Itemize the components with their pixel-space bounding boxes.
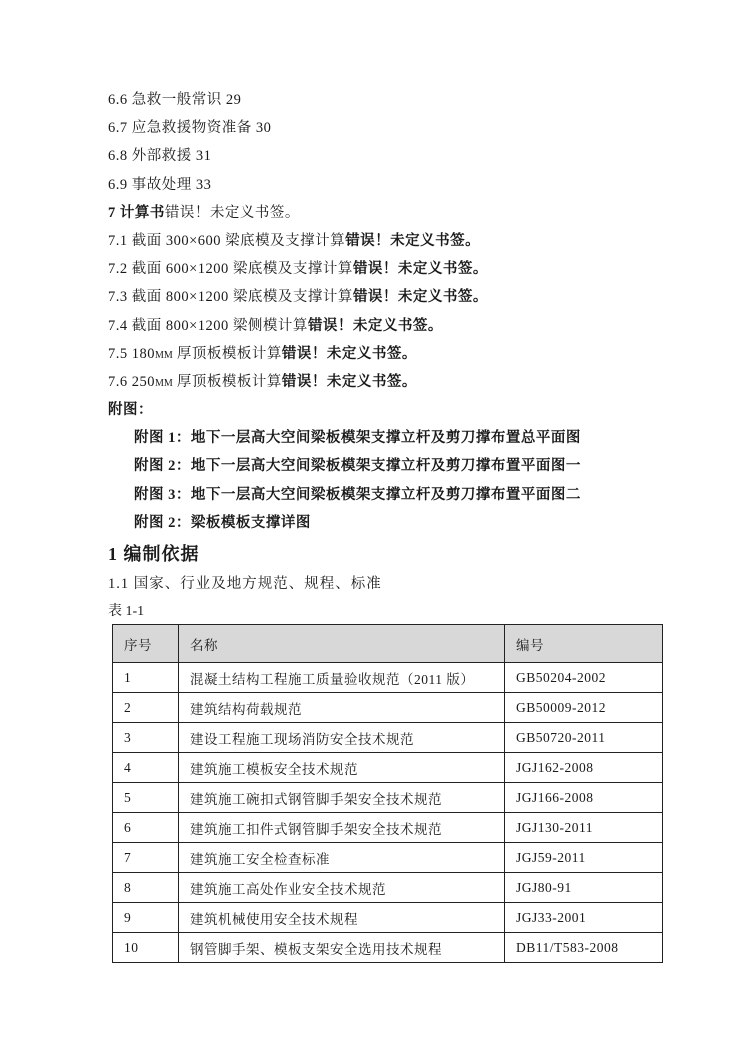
cell-seq: 8	[113, 873, 179, 903]
appendix-item: 附图 1：地下一层高大空间梁板模架支撑立杆及剪刀撑布置总平面图	[134, 430, 581, 447]
section-subheading: 1.1 国家、行业及地方规范、规程、标准	[108, 576, 382, 592]
section-heading: 1 编制依据	[108, 544, 200, 564]
table-row	[113, 663, 663, 693]
cell-name: 混凝土结构工程施工质量验收规范（2011 版）	[179, 663, 505, 693]
cell-seq: 6	[113, 813, 179, 843]
cell-seq: 7	[113, 843, 179, 873]
calc-entry-text: 厚顶板模板计算	[172, 345, 282, 362]
cell-seq: 3	[113, 723, 179, 753]
cell-code: JGJ33-2001	[505, 903, 663, 933]
table-caption: 表 1-1	[108, 604, 145, 619]
calc-entry-error: 错误！未定义书签。	[281, 373, 417, 390]
table-row	[113, 783, 663, 813]
cell-code: JGJ162-2008	[505, 753, 663, 783]
calc-entry-text: 7.5 180	[108, 345, 155, 362]
cell-code: GB50720-2011	[505, 723, 663, 753]
toc-calc-entry	[108, 255, 674, 283]
cell-code: GB50009-2012	[505, 693, 663, 723]
cell-seq: 4	[113, 753, 179, 783]
cell-name: 建设工程施工现场消防安全技术规范	[179, 723, 505, 753]
calc-entry-text: 7.4 截面 800×1200 梁侧模计算	[108, 317, 308, 334]
toc-entry: 6.7 应急救援物资准备 30	[108, 120, 272, 137]
cell-name: 建筑施工安全检查标准	[179, 843, 505, 873]
calc-entry-error: 错误！未定义书签。	[352, 289, 488, 306]
cell-name: 建筑施工碗扣式钢管脚手架安全技术规范	[179, 783, 505, 813]
cell-code: JGJ59-2011	[505, 843, 663, 873]
cell-name: 建筑结构荷载规范	[179, 693, 505, 723]
cell-seq: 2	[113, 693, 179, 723]
toc-calc-entry	[108, 227, 674, 255]
table-row	[113, 723, 663, 753]
table-row	[113, 813, 663, 843]
cell-code: GB50204-2002	[505, 663, 663, 693]
cell-name: 建筑施工模板安全技术规范	[179, 753, 505, 783]
calc-entry-unit: MM	[155, 377, 173, 389]
cell-code: JGJ166-2008	[505, 783, 663, 813]
cell-seq: 10	[113, 933, 179, 963]
header-cell-seq: 序号	[113, 625, 179, 663]
toc-calc-entry	[108, 283, 674, 311]
appendix-item: 附图 2：地下一层高大空间梁板模架支撑立杆及剪刀撑布置平面图一	[134, 458, 581, 475]
toc-entry: 6.8 外部救援 31	[108, 148, 212, 165]
cell-seq: 5	[113, 783, 179, 813]
cell-name: 建筑施工高处作业安全技术规范	[179, 873, 505, 903]
calc-entry-text: 厚顶板模板计算	[172, 373, 282, 390]
table-header-row	[113, 625, 663, 663]
appendix-item: 附图 3：地下一层高大空间梁板模架支撑立杆及剪刀撑布置平面图二	[134, 486, 581, 503]
cell-name: 建筑施工扣件式钢管脚手架安全技术规范	[179, 813, 505, 843]
table-row	[113, 693, 663, 723]
calc-entry-error: 错误！未定义书签。	[281, 345, 417, 362]
toc-calc-entry	[108, 368, 674, 396]
appendix-label: 附图：	[108, 402, 153, 419]
toc-entry-chapter7	[108, 199, 674, 227]
toc-entry: 6.6 急救一般常识 29	[108, 92, 242, 108]
header-cell-code: 编号	[505, 625, 663, 663]
table-row	[113, 753, 663, 783]
cell-code: DB11/T583-2008	[505, 933, 663, 963]
cell-name: 建筑机械使用安全技术规程	[179, 903, 505, 933]
chapter7-error-suffix: 错误！未定义书签。	[164, 204, 300, 221]
cell-name: 钢管脚手架、模板支架安全选用技术规程	[179, 933, 505, 963]
appendix-item: 附图 2：梁板模板支撑详图	[134, 514, 311, 531]
table-row	[113, 843, 663, 873]
cell-seq: 9	[113, 903, 179, 933]
standards-reference-table	[112, 624, 663, 963]
calc-entry-text: 7.2 截面 600×1200 梁底模及支撑计算	[108, 261, 353, 278]
table-row	[113, 873, 663, 903]
cell-seq: 1	[113, 663, 179, 693]
calc-entry-error: 错误！未定义书签。	[307, 317, 443, 334]
table-row	[113, 933, 663, 963]
calc-entry-error: 错误！未定义书签。	[345, 232, 481, 249]
header-cell-name: 名称	[179, 625, 505, 663]
calc-entry-error: 错误！未定义书签。	[352, 261, 488, 278]
cell-code: JGJ130-2011	[505, 813, 663, 843]
toc-entry: 6.9 事故处理 33	[108, 176, 212, 193]
toc-calc-entry	[108, 340, 674, 368]
calc-entry-text: 7.1 截面 300×600 梁底模及支撑计算	[108, 232, 346, 249]
table-row	[113, 903, 663, 933]
calc-entry-unit: MM	[155, 349, 173, 361]
calc-entry-text: 7.3 截面 800×1200 梁底模及支撑计算	[108, 289, 353, 306]
calc-entry-text: 7.6 250	[108, 373, 155, 390]
cell-code: JGJ80-91	[505, 873, 663, 903]
toc-calc-entry	[108, 312, 674, 340]
chapter7-title: 7 计算书	[108, 204, 165, 221]
